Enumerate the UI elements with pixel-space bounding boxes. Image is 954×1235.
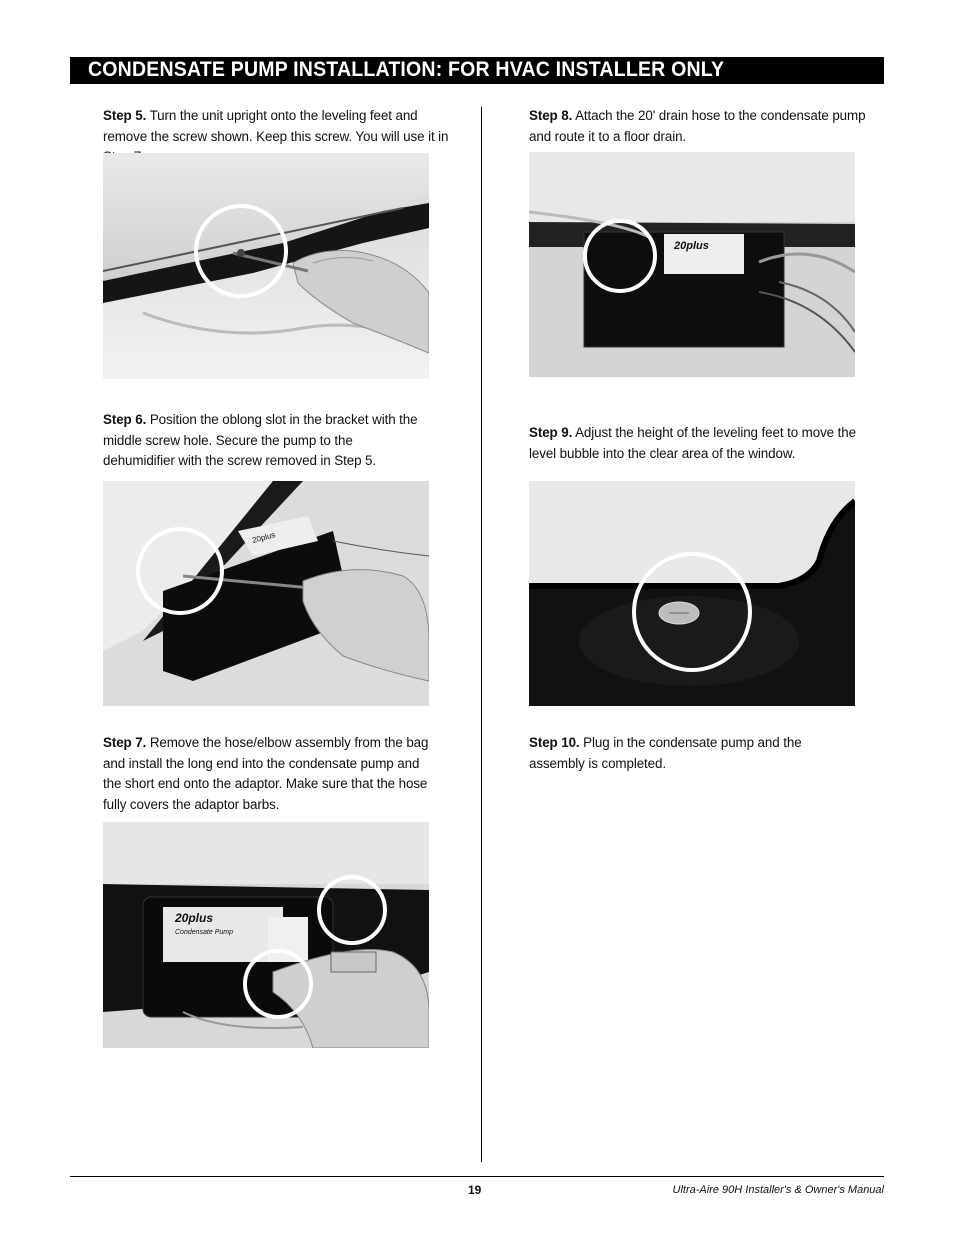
step-8-text	[529, 106, 869, 147]
step-10-text	[529, 733, 859, 774]
pump-subtitle-text: Condensate Pump	[175, 929, 233, 936]
step-9-label: Step 9.	[529, 425, 573, 440]
section-header	[70, 57, 884, 84]
step-5-body: Turn the unit upright onto the leveling feet and remove the screw shown. Keep this screw. You will use it in	[103, 108, 449, 144]
step-6-label: Step 6.	[103, 412, 147, 427]
step-7-body: Remove the hose/elbow assembly from the bag and install the long end into the condensate pump and the short end onto the adaptor. Make sure that the hose fully covers the adaptor barbs.	[103, 735, 429, 812]
step-10-body: Plug in the condensate pump and the assembly is completed.	[529, 735, 802, 771]
step-9-text	[529, 423, 869, 464]
step-7-text	[103, 733, 433, 815]
pump-label-text: 20plus	[251, 530, 277, 545]
step-8-photo	[529, 152, 855, 377]
step-5-photo	[103, 153, 429, 379]
step-9-photo	[529, 481, 855, 706]
step-7-photo	[103, 822, 429, 1048]
step-6-text	[103, 410, 428, 472]
step-9-body: Adjust the height of the leveling feet to move the level bubble into the clear area of the window.	[529, 425, 856, 461]
step-10-label: Step 10.	[529, 735, 580, 750]
step-8-label: Step 8.	[529, 108, 573, 123]
page-title: CONDENSATE PUMP INSTALLATION: FOR HVAC INSTALLER ONLY	[88, 58, 725, 81]
step-6-body: Position the oblong slot in the bracket with the middle screw hole. Secure the pump to the dehumidifier with the screw removed in Step 5.	[103, 412, 418, 468]
pump-brand-text: 20plus	[175, 911, 214, 925]
column-divider	[481, 107, 482, 1162]
page-number: 19	[468, 1183, 482, 1197]
step-6-photo	[103, 481, 429, 706]
footer-rule	[70, 1176, 884, 1177]
manual-title: Ultra-Aire 90H Installer's & Owner's Manual	[672, 1184, 884, 1196]
step-7-label: Step 7.	[103, 735, 147, 750]
step-5-label: Step 5.	[103, 108, 147, 123]
pump-brand-text-8: 20plus	[674, 240, 709, 252]
step-8-body: Attach the 20' drain hose to the condensate pump and route it to a floor drain.	[529, 108, 866, 144]
